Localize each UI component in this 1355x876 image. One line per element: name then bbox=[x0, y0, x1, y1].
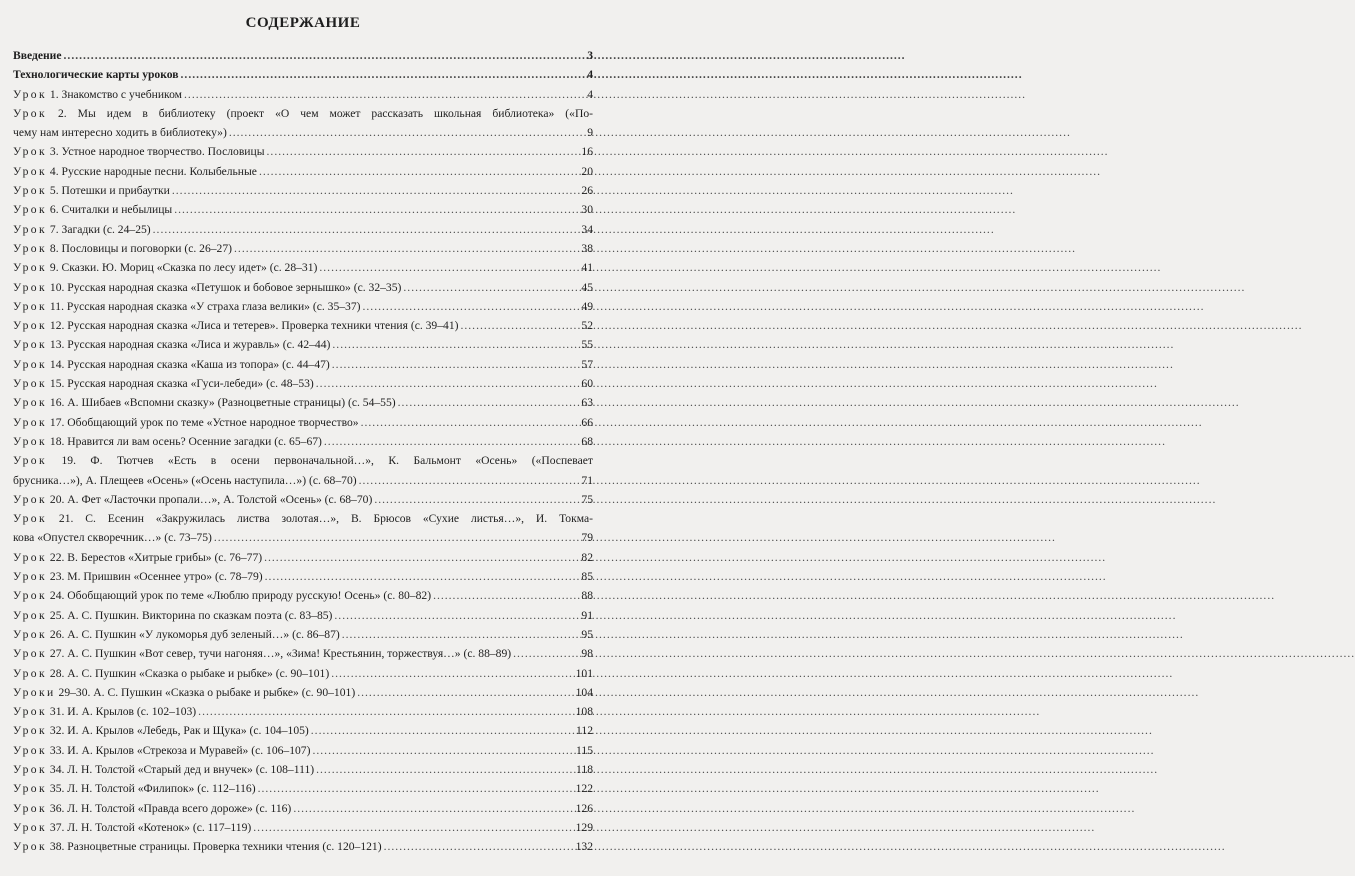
lesson-title: 28. А. С. Пушкин «Сказка о рыбаке и рыбке» (с. 90–101) bbox=[47, 666, 330, 680]
toc-entry-line bbox=[13, 837, 593, 856]
toc-entry-title bbox=[13, 162, 257, 181]
toc-entry bbox=[13, 644, 593, 663]
page-number: 26 bbox=[581, 184, 593, 198]
toc-entry-line bbox=[13, 65, 593, 84]
toc-entry-title bbox=[13, 316, 458, 335]
lesson-label: Урок bbox=[13, 492, 48, 506]
toc-entry-title bbox=[13, 107, 593, 120]
lesson-label: Урок bbox=[13, 801, 48, 815]
lesson-label: Урок bbox=[13, 145, 48, 159]
page-number: 45 bbox=[581, 280, 593, 294]
dot-leader bbox=[363, 297, 580, 316]
lesson-title: 3. Устное народное творчество. Пословицы bbox=[47, 145, 265, 159]
toc-entry-line bbox=[13, 606, 593, 625]
lesson-title: 10. Русская народная сказка «Петушок и бобовое зернышко» (с. 32–35) bbox=[47, 280, 402, 294]
toc-entry bbox=[13, 509, 593, 548]
toc-entry-line bbox=[13, 799, 593, 818]
lesson-label: Уроки bbox=[13, 685, 56, 699]
toc-entry-title bbox=[13, 413, 359, 432]
lesson-label: Урок bbox=[13, 550, 48, 564]
dot-leader bbox=[172, 181, 580, 200]
toc-entry bbox=[13, 258, 593, 277]
toc-entry-line bbox=[13, 278, 593, 297]
lesson-title: 24. Обобщающий урок по теме «Люблю природу русскую! Осень» (с. 80–82) bbox=[47, 589, 432, 603]
lesson-title: 11. Русская народная сказка «У страха глаза велики» (с. 35–37) bbox=[47, 299, 361, 313]
page-number: 52 bbox=[581, 319, 593, 333]
lesson-label: Урок bbox=[13, 164, 48, 178]
lesson-title: 14. Русская народная сказка «Каша из топора» (с. 44–47) bbox=[47, 357, 330, 371]
toc-entry-title bbox=[13, 760, 314, 779]
dot-leader bbox=[361, 413, 580, 432]
lesson-title: 13. Русская народная сказка «Лиса и журавль» (с. 42–44) bbox=[47, 338, 331, 352]
toc-entry-title bbox=[13, 432, 322, 451]
page-number: 57 bbox=[581, 357, 593, 371]
lesson-title: 32. И. А. Крылов «Лебедь, Рак и Щука» (с. 104–105) bbox=[47, 724, 309, 738]
page-number: 112 bbox=[576, 724, 593, 738]
toc-entry-title bbox=[13, 181, 170, 200]
lesson-label: Урок bbox=[13, 743, 48, 757]
lesson-label: Урок bbox=[13, 627, 48, 641]
dot-leader bbox=[374, 490, 579, 509]
toc-entry-line bbox=[13, 181, 593, 200]
toc-entry bbox=[13, 142, 593, 161]
toc-entry bbox=[13, 65, 593, 84]
toc-entry-line bbox=[13, 393, 593, 412]
toc-entry bbox=[13, 374, 593, 393]
lesson-title: 36. Л. Н. Толстой «Правда всего дороже» (с. 116) bbox=[47, 801, 292, 815]
page-number: 71 bbox=[581, 473, 593, 487]
toc-entry-line bbox=[13, 509, 593, 528]
lesson-title: 21. С. Есенин «Закружилась листва золотая…», В. Брюсов «Сухие листья…», И. Токма- bbox=[47, 512, 593, 526]
toc-entry bbox=[13, 586, 593, 605]
lesson-title: 29–30. А. С. Пушкин «Сказка о рыбаке и рыбке» (с. 90–101) bbox=[55, 685, 356, 699]
toc-entry bbox=[13, 297, 593, 316]
lesson-label: Урок bbox=[13, 338, 48, 352]
lesson-title: 18. Нравится ли вам осень? Осенние загадки (с. 65–67) bbox=[47, 434, 322, 448]
dot-leader bbox=[214, 528, 580, 547]
toc-entry-title bbox=[13, 683, 355, 702]
dot-leader bbox=[331, 664, 573, 683]
lesson-title: 22. В. Берестов «Хитрые грибы» (с. 76–77) bbox=[47, 550, 263, 564]
toc-entry-title bbox=[13, 779, 256, 798]
toc-entry-title bbox=[13, 548, 262, 567]
lesson-title: 8. Пословицы и поговорки (с. 26–27) bbox=[47, 241, 233, 255]
toc-entry-line bbox=[13, 471, 593, 490]
toc-entry bbox=[13, 664, 593, 683]
page-number: 98 bbox=[581, 647, 593, 661]
toc-entry bbox=[13, 490, 593, 509]
lesson-label: Урок bbox=[13, 589, 48, 603]
page-number: 91 bbox=[581, 608, 593, 622]
dot-leader bbox=[334, 606, 579, 625]
toc-entry-title bbox=[13, 818, 251, 837]
lesson-title: Технологические карты уроков bbox=[13, 68, 179, 82]
dot-leader bbox=[253, 818, 573, 837]
lesson-label: Урок bbox=[13, 666, 48, 680]
lesson-title: 26. А. С. Пушкин «У лукоморья дуб зеленый…» (с. 86–87) bbox=[47, 627, 340, 641]
lesson-title-continued: брусника…»), А. Плещеев «Осень» («Осень наступила…») (с. 68–70) bbox=[13, 473, 357, 487]
page-number: 49 bbox=[581, 299, 593, 313]
dot-leader bbox=[433, 586, 579, 605]
toc-entry bbox=[13, 432, 593, 451]
lesson-label: Урок bbox=[13, 357, 48, 371]
toc-entry-line bbox=[13, 818, 593, 837]
toc-entry bbox=[13, 355, 593, 374]
toc-entry-line bbox=[13, 104, 593, 123]
toc-entry-line bbox=[13, 200, 593, 219]
toc-entry-title bbox=[13, 374, 314, 393]
dot-leader bbox=[398, 393, 580, 412]
lesson-label: Урок bbox=[13, 820, 48, 834]
page-number: 79 bbox=[581, 531, 593, 545]
page-number: 88 bbox=[581, 589, 593, 603]
lesson-label: Урок bbox=[13, 647, 48, 661]
lesson-label: Урок bbox=[13, 184, 48, 198]
toc-entry-line bbox=[13, 258, 593, 277]
dot-leader bbox=[265, 567, 580, 586]
lesson-title-continued: чему нам интересно ходить в библиотеку») bbox=[13, 126, 227, 140]
lesson-label: Урок bbox=[13, 724, 48, 738]
dot-leader bbox=[384, 837, 574, 856]
dot-leader bbox=[316, 760, 574, 779]
lesson-label: Урок bbox=[13, 299, 48, 313]
lesson-label: Урок bbox=[13, 608, 48, 622]
toc-entry-title bbox=[13, 65, 179, 84]
toc-list bbox=[13, 46, 593, 856]
dot-leader bbox=[259, 162, 579, 181]
page-number: 108 bbox=[575, 705, 593, 719]
dot-leader bbox=[342, 625, 580, 644]
dot-leader bbox=[64, 46, 586, 65]
toc-entry-line bbox=[13, 779, 593, 798]
toc-entry-title bbox=[13, 355, 330, 374]
toc-entry-title bbox=[13, 799, 291, 818]
page-number: 20 bbox=[581, 164, 593, 178]
page-number: 3 bbox=[587, 49, 593, 62]
lesson-label: Урок bbox=[13, 454, 48, 468]
lesson-label: Урок bbox=[13, 762, 48, 776]
dot-leader bbox=[267, 142, 580, 161]
toc-entry bbox=[13, 741, 593, 760]
dot-leader bbox=[403, 278, 579, 297]
toc-entry bbox=[13, 181, 593, 200]
lesson-label: Урок bbox=[13, 319, 48, 333]
toc-entry-line bbox=[13, 374, 593, 393]
dot-leader bbox=[332, 355, 580, 374]
dot-leader bbox=[513, 644, 579, 663]
lesson-title: Введение bbox=[13, 49, 62, 62]
lesson-title: 6. Считалки и небылицы bbox=[47, 203, 173, 217]
page-number: 132 bbox=[575, 840, 593, 854]
page-number: 82 bbox=[581, 550, 593, 564]
page-number: 16 bbox=[581, 145, 593, 159]
page-number: 129 bbox=[575, 820, 593, 834]
toc-entry-title bbox=[13, 490, 372, 509]
lesson-label: Урок bbox=[13, 415, 48, 429]
toc-entry bbox=[13, 760, 593, 779]
toc-entry-line bbox=[13, 316, 593, 335]
page-number: 41 bbox=[581, 261, 593, 275]
lesson-title: 1. Знакомство с учебником bbox=[47, 87, 183, 101]
toc-entry-title bbox=[13, 702, 196, 721]
toc-entry-line bbox=[13, 123, 593, 142]
toc-entry-title bbox=[13, 297, 361, 316]
toc-entry-line bbox=[13, 142, 593, 161]
toc-entry-title bbox=[13, 741, 310, 760]
dot-leader bbox=[316, 374, 580, 393]
toc-entry bbox=[13, 683, 593, 702]
toc-entry-title bbox=[13, 258, 317, 277]
toc-entry-title bbox=[13, 278, 401, 297]
toc-entry-line bbox=[13, 664, 593, 683]
toc-entry bbox=[13, 46, 593, 65]
toc-entry bbox=[13, 567, 593, 586]
toc-entry bbox=[13, 393, 593, 412]
page-number: 118 bbox=[576, 762, 593, 776]
lesson-label: Урок bbox=[13, 434, 48, 448]
lesson-label: Урок bbox=[13, 782, 48, 796]
toc-entry bbox=[13, 85, 593, 104]
dot-leader bbox=[153, 220, 580, 239]
page-number: 38 bbox=[581, 241, 593, 255]
page-number: 85 bbox=[581, 570, 593, 584]
toc-entry-title bbox=[13, 46, 62, 65]
page-number: 30 bbox=[581, 203, 593, 217]
page-number: 101 bbox=[575, 666, 593, 680]
dot-leader bbox=[311, 721, 574, 740]
toc-entry-title bbox=[13, 625, 340, 644]
page-number: 75 bbox=[581, 492, 593, 506]
toc-entry bbox=[13, 818, 593, 837]
toc-entry-title bbox=[13, 454, 593, 467]
toc-entry-line bbox=[13, 741, 593, 760]
dot-leader bbox=[357, 683, 573, 702]
toc-entry-line bbox=[13, 451, 593, 470]
lesson-title: 33. И. А. Крылов «Стрекоза и Муравей» (с. 106–107) bbox=[47, 743, 311, 757]
lesson-label: Урок bbox=[13, 222, 48, 236]
toc-entry-line bbox=[13, 85, 593, 104]
toc-entry-line bbox=[13, 548, 593, 567]
lesson-title: 31. И. А. Крылов (с. 102–103) bbox=[47, 705, 197, 719]
dot-leader bbox=[332, 335, 579, 354]
dot-leader bbox=[312, 741, 574, 760]
page-number: 4 bbox=[587, 68, 593, 82]
toc-entry-line bbox=[13, 46, 593, 65]
dot-leader bbox=[234, 239, 579, 258]
lesson-label: Урок bbox=[13, 840, 48, 854]
dot-leader bbox=[184, 85, 585, 104]
lesson-label: Урок bbox=[13, 396, 48, 410]
toc-entry-line bbox=[13, 625, 593, 644]
page-title: СОДЕРЖАНИЕ bbox=[245, 15, 361, 31]
dot-leader bbox=[181, 65, 586, 84]
toc-entry-line bbox=[13, 644, 593, 663]
page-number: 34 bbox=[581, 222, 593, 236]
toc-entry-title bbox=[13, 512, 593, 525]
toc-entry-line bbox=[13, 355, 593, 374]
page-number: 4 bbox=[587, 87, 593, 101]
toc-entry-title bbox=[13, 567, 263, 586]
dot-leader bbox=[174, 200, 579, 219]
dot-leader bbox=[229, 123, 585, 142]
toc-entry-title bbox=[13, 586, 431, 605]
toc-entry-title bbox=[13, 644, 511, 663]
page-number: 126 bbox=[575, 801, 593, 815]
lesson-label: Урок bbox=[13, 705, 48, 719]
toc-entry-line bbox=[13, 413, 593, 432]
dot-leader bbox=[460, 316, 579, 335]
toc-entry-line bbox=[13, 297, 593, 316]
lesson-title: 20. А. Фет «Ласточки пропали…», А. Толстой «Осень» (с. 68–70) bbox=[47, 492, 373, 506]
lesson-title: 34. Л. Н. Толстой «Старый дед и внучек» (с. 108–111) bbox=[47, 762, 315, 776]
lesson-title: 12. Русская народная сказка «Лиса и тетерев». Проверка техники чтения (с. 39–41) bbox=[47, 319, 459, 333]
page-number: 55 bbox=[581, 338, 593, 352]
toc-entry-line bbox=[13, 683, 593, 702]
page-number: 115 bbox=[576, 743, 593, 757]
page-number: 122 bbox=[575, 782, 593, 796]
dot-leader bbox=[324, 432, 580, 451]
toc-entry bbox=[13, 335, 593, 354]
lesson-title: 5. Потешки и прибаутки bbox=[47, 184, 170, 198]
toc-entry-line bbox=[13, 721, 593, 740]
lesson-label: Урок bbox=[13, 512, 48, 526]
lesson-title: 27. А. С. Пушкин «Вот север, тучи нагоняя…», «Зима! Крестьянин, торжествуя…» (с. 88–89) bbox=[47, 647, 512, 661]
dot-leader bbox=[258, 779, 574, 798]
toc-entry-line bbox=[13, 432, 593, 451]
lesson-label: Урок bbox=[13, 241, 48, 255]
toc-entry-line bbox=[13, 586, 593, 605]
lesson-title: 23. М. Пришвин «Осеннее утро» (с. 78–79) bbox=[47, 570, 263, 584]
toc-entry bbox=[13, 200, 593, 219]
lesson-label: Урок bbox=[13, 377, 48, 391]
page-number: 9 bbox=[587, 126, 593, 140]
lesson-title: 9. Сказки. Ю. Мориц «Сказка по лесу идет» (с. 28–31) bbox=[47, 261, 318, 275]
lesson-title: 37. Л. Н. Толстой «Котенок» (с. 117–119) bbox=[47, 820, 252, 834]
toc-entry-line bbox=[13, 220, 593, 239]
toc-entry-title bbox=[13, 664, 329, 683]
toc-entry bbox=[13, 702, 593, 721]
dot-leader bbox=[319, 258, 579, 277]
toc-entry bbox=[13, 104, 593, 143]
toc-entry-title bbox=[13, 721, 309, 740]
page-number: 104 bbox=[575, 685, 593, 699]
lesson-title: 25. А. С. Пушкин. Викторина по сказкам поэта (с. 83–85) bbox=[47, 608, 333, 622]
toc-entry-line bbox=[13, 702, 593, 721]
lesson-label: Урок bbox=[13, 87, 48, 101]
lesson-label: Урок bbox=[13, 280, 48, 294]
toc-entry bbox=[13, 625, 593, 644]
toc-entry-title bbox=[13, 837, 382, 856]
lesson-title: 38. Разноцветные страницы. Проверка техники чтения (с. 120–121) bbox=[47, 840, 382, 854]
lesson-title: 35. Л. Н. Толстой «Филипок» (с. 112–116) bbox=[47, 782, 256, 796]
toc-entry-line bbox=[13, 335, 593, 354]
toc-entry bbox=[13, 837, 593, 856]
dot-leader bbox=[293, 799, 573, 818]
toc-entry bbox=[13, 548, 593, 567]
page-number: 68 bbox=[581, 434, 593, 448]
toc-entry bbox=[13, 799, 593, 818]
toc-entry bbox=[13, 413, 593, 432]
toc-entry-line bbox=[13, 490, 593, 509]
toc-entry-line bbox=[13, 567, 593, 586]
lesson-label: Урок bbox=[13, 106, 48, 120]
lesson-title: 19. Ф. Тютчев «Есть в осени первоначальной…», К. Бальмонт «Осень» («Поспевает bbox=[47, 454, 593, 468]
toc-entry bbox=[13, 278, 593, 297]
dot-leader bbox=[264, 548, 579, 567]
toc-entry bbox=[13, 220, 593, 239]
lesson-title: 7. Загадки (с. 24–25) bbox=[47, 222, 151, 236]
toc-entry-line bbox=[13, 162, 593, 181]
toc-entry bbox=[13, 606, 593, 625]
toc-entry bbox=[13, 451, 593, 490]
toc-entry-title bbox=[13, 200, 172, 219]
toc-entry-title bbox=[13, 220, 151, 239]
page-number: 60 bbox=[581, 377, 593, 391]
page-number: 66 bbox=[581, 415, 593, 429]
toc-page bbox=[0, 0, 601, 876]
toc-entry bbox=[13, 239, 593, 258]
lesson-label: Урок bbox=[13, 570, 48, 584]
toc-entry-line bbox=[13, 528, 593, 547]
lesson-label: Урок bbox=[13, 203, 48, 217]
toc-entry-line bbox=[13, 239, 593, 258]
lesson-title: 17. Обобщающий урок по теме «Устное народное творчество» bbox=[47, 415, 359, 429]
toc-entry-title bbox=[13, 142, 265, 161]
lesson-title: 15. Русская народная сказка «Гуси-лебеди» (с. 48–53) bbox=[47, 377, 314, 391]
dot-leader bbox=[198, 702, 573, 721]
lesson-title: 4. Русские народные песни. Колыбельные bbox=[47, 164, 257, 178]
toc-entry-title bbox=[13, 606, 332, 625]
toc-entry-title bbox=[13, 85, 182, 104]
toc-entry-line bbox=[13, 760, 593, 779]
lesson-title: 2. Мы идем в библиотеку (проект «О чем может рассказать школьная библиотека» («По- bbox=[47, 106, 593, 120]
page-number: 95 bbox=[581, 627, 593, 641]
toc-entry-title bbox=[13, 239, 232, 258]
toc-entry-title bbox=[13, 335, 330, 354]
toc-entry-title bbox=[13, 393, 396, 412]
toc-entry bbox=[13, 316, 593, 335]
toc-entry bbox=[13, 779, 593, 798]
toc-entry bbox=[13, 721, 593, 740]
lesson-title: 16. А. Шибаев «Вспомни сказку» (Разноцветные страницы) (с. 54–55) bbox=[47, 396, 396, 410]
lesson-label: Урок bbox=[13, 261, 48, 275]
dot-leader bbox=[359, 471, 580, 490]
toc-entry bbox=[13, 162, 593, 181]
lesson-title-continued: кова «Опустел скворечник…» (с. 73–75) bbox=[13, 531, 212, 545]
page-number: 63 bbox=[581, 396, 593, 410]
